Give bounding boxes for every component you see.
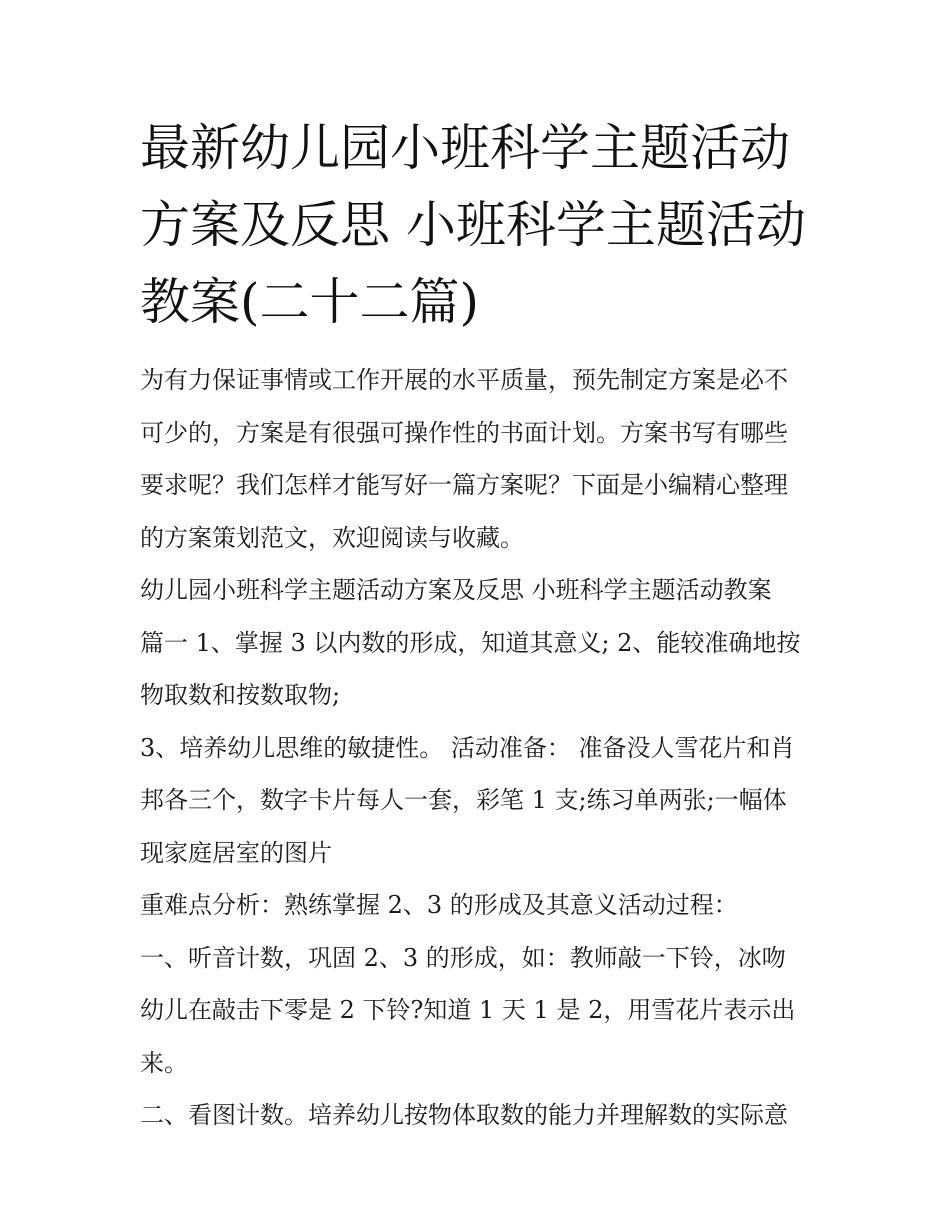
body-line-4: 的方案策划范文，欢迎阅读与收藏。 (140, 523, 524, 552)
body-line-14: 来。 (140, 1048, 188, 1077)
body-line-6: 篇一 1、掌握 3 以内数的形成，知道其意义; 2、能较准确地按 (140, 628, 801, 657)
body-line-7: 物取数和按数取物; (140, 681, 341, 709)
body-line-11: 重难点分析：熟练掌握 2、3 的形成及其意义活动过程： (140, 891, 738, 919)
body-line-10: 现家庭居室的图片 (140, 838, 332, 867)
document-body (140, 354, 830, 1142)
title-line-2: 方案及反思 小班科学主题活动 (140, 196, 806, 254)
body-line-8: 3、培养幼儿思维的敏捷性。 活动准备： 准备没人雪花片和肖 (140, 733, 795, 762)
body-line-13: 幼儿在敲击下零是 2 下铃?知道 1 天 1 是 2，用雪花片表示出 (140, 996, 796, 1024)
title-line-3: 教案(二十二篇) (140, 273, 480, 331)
body-line-12: 一、听音计数，巩固 2、3 的形成，如：教师敲一下铃，冰吻 (140, 943, 786, 972)
body-line-5: 幼儿园小班科学主题活动方案及反思 小班科学主题活动教案 (140, 576, 772, 604)
body-line-1: 为有力保证事情或工作开展的水平质量，预先制定方案是必不 (140, 366, 788, 394)
document-title (140, 110, 830, 341)
body-line-2: 可少的，方案是有很强可操作性的书面计划。方案书写有哪些 (140, 418, 788, 447)
body-line-15: 二、看图计数。培养幼儿按物体取数的能力并理解数的实际意 (140, 1101, 788, 1129)
title-line-1: 最新幼儿园小班科学主题活动 (140, 119, 790, 177)
body-line-9: 邦各三个，数字卡片每人一套，彩笔 1 支;练习单两张;一幅体 (140, 786, 787, 814)
body-line-3: 要求呢？我们怎样才能写好一篇方案呢？下面是小编精心整理 (140, 471, 788, 499)
